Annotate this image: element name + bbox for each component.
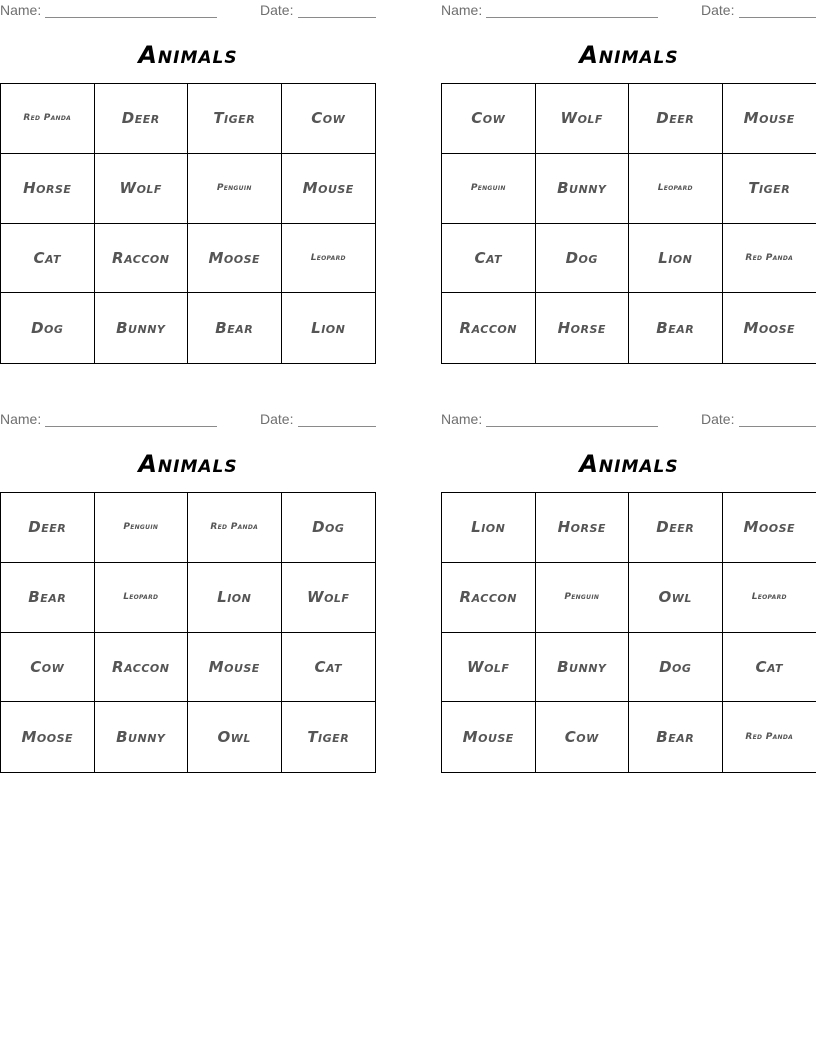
card-title: Animals (579, 41, 679, 69)
name-date-row (441, 411, 816, 429)
bingo-grid (0, 83, 376, 364)
bingo-cell: Wolf (95, 154, 189, 224)
bingo-cell: Leopard (95, 563, 189, 633)
card-title: Animals (138, 41, 238, 69)
bingo-cell: Mouse (282, 154, 376, 224)
bingo-cell: Lion (311, 319, 346, 338)
card-title: Animals (579, 450, 679, 478)
bingo-cell: Red Panda (188, 493, 282, 563)
bingo-cell: Bunny (536, 633, 630, 703)
date-label: Date: (260, 2, 294, 18)
bingo-cell: Lion (629, 224, 723, 294)
bingo-cell: Cow (282, 84, 376, 154)
bingo-cell: Leopard (282, 224, 376, 294)
date-label: Date: (701, 2, 735, 18)
bingo-cell: Tiger (188, 84, 282, 154)
bingo-cell: Moose (723, 493, 816, 563)
bingo-cell: Red Panda (745, 732, 794, 743)
date-blank (739, 2, 816, 18)
name-date-row (0, 411, 376, 429)
bingo-cell: Wolf (442, 633, 536, 703)
bingo-cell: Mouse (723, 84, 816, 154)
name-blank (486, 411, 658, 427)
bingo-cell: Bear (1, 563, 95, 633)
name-blank (45, 2, 217, 18)
bingo-cell: Deer (629, 84, 723, 154)
date-blank (298, 411, 376, 427)
bingo-cell: Leopard (629, 154, 723, 224)
bingo-cell: Cat (1, 224, 95, 294)
bingo-cell: Bear (188, 293, 282, 363)
bingo-cell: Dog (536, 224, 630, 294)
bingo-cell: Cow (1, 633, 95, 703)
name-label: Name: (0, 2, 42, 18)
bingo-cell: Bear (629, 702, 723, 772)
bingo-cell: Bear (629, 293, 723, 363)
name-blank (486, 2, 658, 18)
card-title: Animals (138, 450, 238, 478)
bingo-cell: Moose (188, 224, 282, 294)
bingo-cell: Bunny (95, 293, 189, 363)
bingo-cell: Raccon (95, 224, 189, 294)
bingo-cell: Dog (629, 633, 723, 703)
bingo-cell: Lion (442, 493, 536, 563)
bingo-cell: Leopard (723, 563, 816, 633)
bingo-cell: Raccon (442, 293, 536, 363)
bingo-cell: Cow (442, 84, 536, 154)
bingo-cell: Dog (282, 493, 376, 563)
bingo-cell: Cat (442, 224, 536, 294)
bingo-cell: Cat (282, 633, 376, 703)
bingo-grid (0, 492, 376, 773)
name-label: Name: (0, 411, 42, 427)
bingo-cell: Raccon (95, 633, 189, 703)
bingo-cell: Moose (743, 319, 796, 338)
bingo-cell: Tiger (723, 154, 816, 224)
bingo-cell: Owl (188, 702, 282, 772)
date-label: Date: (260, 411, 294, 427)
bingo-grid (441, 492, 816, 773)
bingo-cell: Penguin (95, 493, 189, 563)
bingo-cell: Penguin (188, 154, 282, 224)
bingo-cell: Cow (536, 702, 630, 772)
bingo-cell: Horse (536, 493, 630, 563)
bingo-cell: Raccon (442, 563, 536, 633)
bingo-cell: Deer (629, 493, 723, 563)
name-date-row (0, 2, 376, 20)
date-blank (739, 411, 816, 427)
bingo-cell: Wolf (536, 84, 630, 154)
bingo-cell: Dog (1, 293, 95, 363)
bingo-cell: Owl (629, 563, 723, 633)
bingo-cell: Tiger (307, 728, 350, 747)
bingo-cell: Penguin (442, 154, 536, 224)
bingo-cell: Deer (1, 493, 95, 563)
name-date-row (441, 2, 816, 20)
name-label: Name: (441, 2, 483, 18)
bingo-cell: Bunny (536, 154, 630, 224)
bingo-grid (441, 83, 816, 364)
bingo-cell: Wolf (282, 563, 376, 633)
bingo-cell: Red Panda (1, 84, 95, 154)
bingo-cell: Mouse (188, 633, 282, 703)
bingo-cell: Red Panda (723, 224, 816, 294)
bingo-cell: Mouse (442, 702, 536, 772)
date-blank (298, 2, 376, 18)
name-blank (45, 411, 217, 427)
date-label: Date: (701, 411, 735, 427)
bingo-cell: Horse (1, 154, 95, 224)
bingo-cell: Moose (1, 702, 95, 772)
bingo-cell: Deer (95, 84, 189, 154)
bingo-cell: Cat (723, 633, 816, 703)
name-label: Name: (441, 411, 483, 427)
bingo-cell: Penguin (536, 563, 630, 633)
bingo-cell: Bunny (95, 702, 189, 772)
bingo-cell: Horse (536, 293, 630, 363)
bingo-cell: Lion (188, 563, 282, 633)
